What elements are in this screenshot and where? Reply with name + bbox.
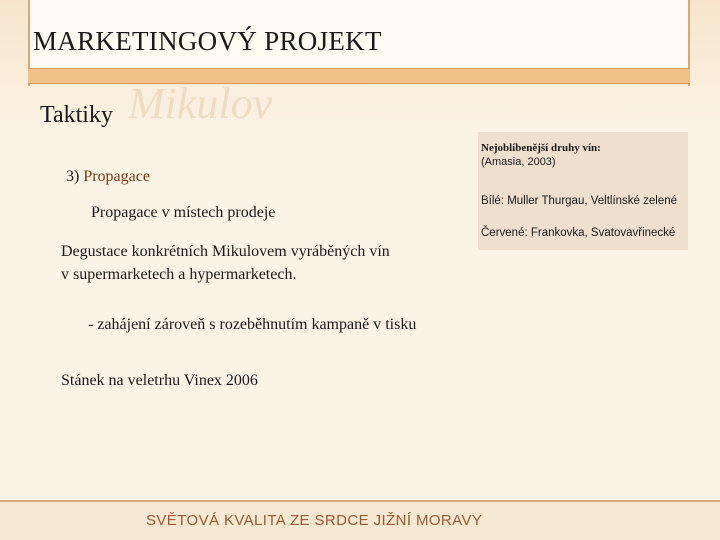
heading-text: Propagace [83,168,150,185]
watermark-logo: Mikulov [128,79,273,128]
sidebar-red-wines: Červené: Frankovka, Svatovavřinecké [481,227,676,239]
sidebar-title: Nejoblíbenější druhy vín: [481,142,601,154]
sidebar-source: (Amasia, 2003) [481,156,556,168]
trade-fair-line: Stánek na veletrhu Vinex 2006 [61,372,258,389]
paragraph-line-1: Degustace konkrétních Mikulovem vyráběných vín [61,243,390,260]
paragraph-line-2: v supermarketech a hypermarketech. [61,266,297,283]
section-title: Taktiky [40,102,113,128]
sidebar-white-wines: Bílé: Muller Thurgau, Veltlínské zelené [481,195,678,207]
tasting-paragraph [61,240,390,286]
subheading-propagace [66,168,150,186]
page-title: MARKETINGOVÝ PROJEKT [33,26,382,56]
subheading-point-of-sale: Propagace v místech prodeje [91,204,276,221]
heading-number: 3) [66,168,80,185]
campaign-note: - zahájení zároveň s rozeběhnutím kampaně v tisku [88,316,417,333]
footer-slogan: SVĚTOVÁ KVALITA ZE SRDCE JIŽNÍ MORAVY [146,512,483,529]
